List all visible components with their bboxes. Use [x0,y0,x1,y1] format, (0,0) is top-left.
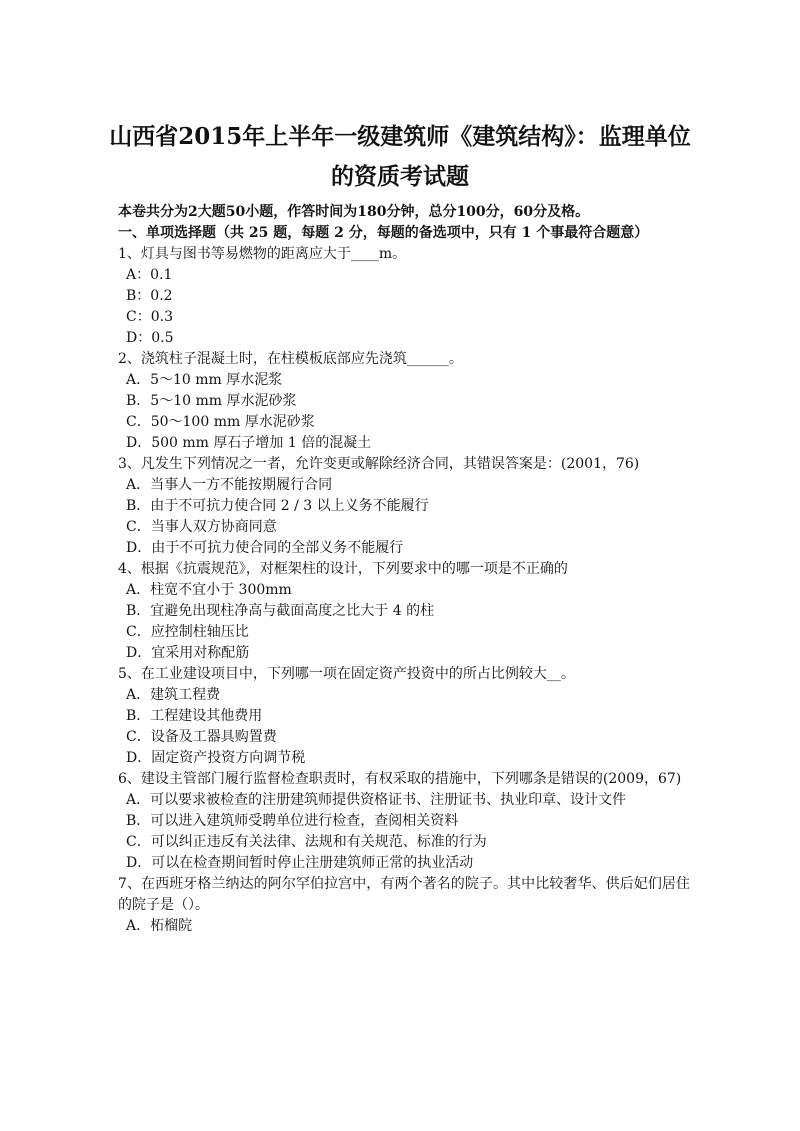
option: A．柱宽不宜小于 300mm [126,582,292,598]
question-text: 6、建设主管部门履行监督检查职责时，有权采取的措施中，下列哪条是错误的(2009，67) [118,771,682,787]
option: B．宜避免出现柱净高与截面高度之比大于 4 的柱 [126,603,435,619]
option: C．当事人双方协商同意 [126,519,277,535]
option: B．由于不可抗力使合同 2 / 3 以上义务不能履行 [126,498,429,514]
option: C．可以纠正违反有关法律、法规和有关规范、标准的行为 [126,834,487,850]
option: D．固定资产投资方向调节税 [126,750,306,766]
question-block [118,349,690,454]
question-text: 7、在西班牙格兰纳达的阿尔罕伯拉宫中，有两个著名的院子。其中比较奢华、供后妃们居住的院子是（）。 [118,876,690,913]
option: C．设备及工器具购置费 [126,729,277,745]
question-text: 1、灯具与图书等易燃物的距离应大于____m。 [118,246,407,262]
option: D：0.5 [126,330,174,346]
section-heading: 一、单项选择题（共 25 题，每题 2 分，每题的备选项中，只有 1 个事最符合题意） [118,225,649,241]
option: B．工程建设其他费用 [126,708,263,724]
option: C：0.3 [126,309,173,325]
question-block [118,874,690,937]
option: C．应控制柱轴压比 [126,624,249,640]
option: A．柘榴院 [126,918,193,934]
option: C．50～100 mm 厚水泥砂浆 [126,414,315,430]
option: D．宜采用对称配筋 [126,645,250,661]
question-block [118,454,690,559]
option: B．5～10 mm 厚水泥砂浆 [126,393,297,409]
document-body [118,202,690,937]
question-block [118,769,690,874]
question-text: 5、在工业建设项目中，下列哪一项在固定资产投资中的所占比例较大__。 [118,666,575,682]
question-block [118,244,690,349]
document-title-line-1: 山西省2015年上半年一级建筑师《建筑结构》：监理单位 [109,123,691,150]
option: A．5～10 mm 厚水泥浆 [126,372,283,388]
question-text: 2、浇筑柱子混凝土时，在柱模板底部应先浇筑______。 [118,351,463,367]
question-text: 3、凡发生下列情况之一者，允许变更或解除经济合同，其错误答案是：(2001，76) [118,456,640,472]
option: A．当事人一方不能按期履行合同 [126,477,333,493]
option: A：0.1 [126,267,173,283]
document-title-line-2: 的资质考试题 [331,163,469,190]
question-text: 4、根据《抗震规范》，对框架柱的设计，下列要求中的哪一项是不正确的 [118,561,568,577]
option: B．可以进入建筑师受聘单位进行检查，查阅相关资料 [126,813,459,829]
option: D．由于不可抗力使合同的全部义务不能履行 [126,540,404,556]
option: D．500 mm 厚石子增加 1 倍的混凝土 [126,435,372,451]
option: A．建筑工程费 [126,687,221,703]
question-block [118,559,690,664]
exam-intro: 本卷共分为2大题50小题，作答时间为180分钟，总分100分，60分及格。 [118,204,590,220]
option: B：0.2 [126,288,173,304]
option: D．可以在检查期间暂时停止注册建筑师正常的执业活动 [126,855,474,871]
question-block [118,664,690,769]
option: A．可以要求被检查的注册建筑师提供资格证书、注册证书、执业印章、设计文件 [126,792,627,808]
